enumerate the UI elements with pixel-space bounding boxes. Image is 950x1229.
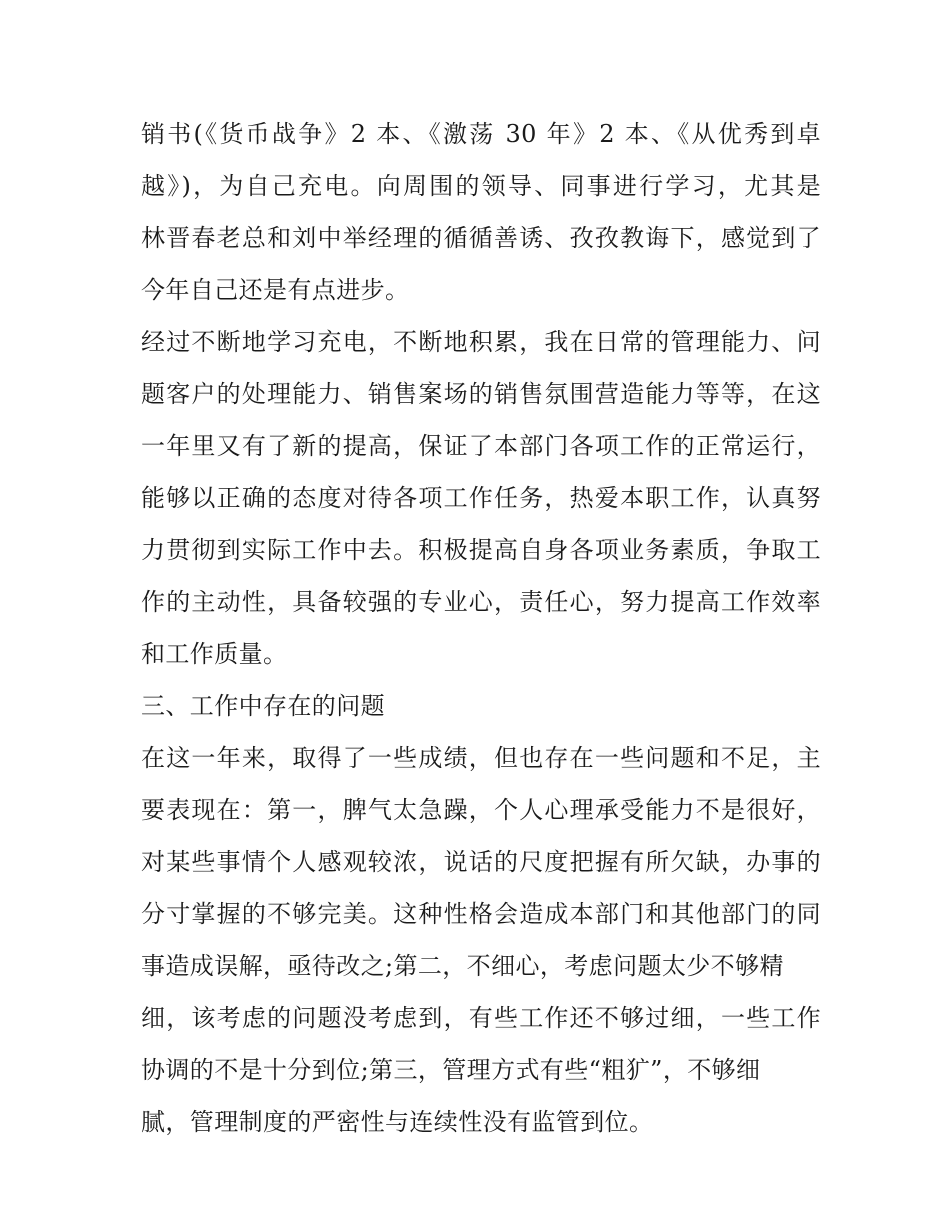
text-line-3: 林晋春老总和刘中举经理的循循善诱、孜孜教诲下，感觉到了 xyxy=(141,224,821,252)
text-line-14: 要表现在：第一，脾气太急躁，个人心理承受能力不是很好， xyxy=(141,796,821,824)
text-line-19: 协调的不是十分到位;第三，管理方式有些“粗犷”，不够细 xyxy=(141,1056,761,1084)
text-line-13: 在这一年来，取得了一些成绩，但也存在一些问题和不足，主 xyxy=(141,744,821,772)
body-text xyxy=(141,108,821,1148)
text-line-1: 销书(《货币战争》2 本、《激荡 30 年》2 本、《从优秀到卓 xyxy=(141,120,821,148)
text-line-8: 能够以正确的态度对待各项工作任务，热爱本职工作，认真努 xyxy=(141,484,821,512)
text-line-7: 一年里又有了新的提高，保证了本部门各项工作的正常运行， xyxy=(141,432,821,460)
text-line-20: 腻，管理制度的严密性与连续性没有监管到位。 xyxy=(141,1108,654,1136)
text-line-2: 越》)，为自己充电。向周围的领导、同事进行学习，尤其是 xyxy=(141,172,821,200)
text-line-10: 作的主动性，具备较强的专业心，责任心，努力提高工作效率 xyxy=(141,588,821,616)
text-line-4: 今年自己还是有点进步。 xyxy=(141,276,410,304)
text-line-9: 力贯彻到实际工作中去。积极提高自身各项业务素质，争取工 xyxy=(141,536,821,564)
text-line-17: 事造成误解，亟待改之;第二，不细心，考虑问题太少不够精 xyxy=(141,952,784,980)
text-line-18: 细，该考虑的问题没考虑到，有些工作还不够过细，一些工作 xyxy=(141,1004,821,1032)
text-line-11: 和工作质量。 xyxy=(141,640,288,668)
section-heading: 三、工作中存在的问题 xyxy=(141,692,385,720)
text-line-6: 题客户的处理能力、销售案场的销售氛围营造能力等等，在这 xyxy=(141,380,821,408)
text-line-5: 经过不断地学习充电，不断地积累，我在日常的管理能力、问 xyxy=(141,328,821,356)
text-line-16: 分寸掌握的不够完美。这种性格会造成本部门和其他部门的同 xyxy=(141,900,821,928)
text-line-15: 对某些事情个人感观较浓，说话的尺度把握有所欠缺，办事的 xyxy=(141,848,821,876)
